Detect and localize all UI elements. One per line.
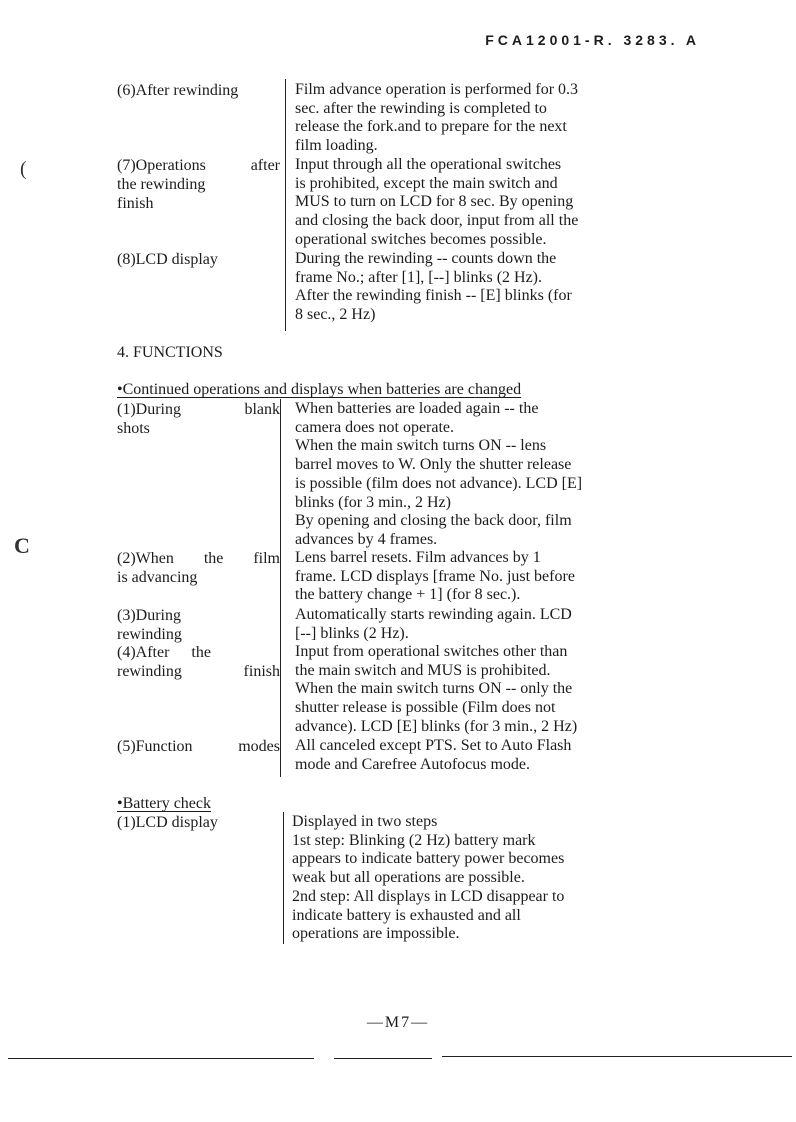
text-line: Automatically starts rewinding again. LCD — [295, 606, 572, 623]
row-text-film-advancing — [295, 549, 675, 605]
label-line: (1)LCD display — [117, 814, 218, 831]
label-line: (4)After the — [117, 644, 211, 661]
label-line: (6)After rewinding — [117, 82, 239, 99]
text-line: After the rewinding finish -- [E] blinks (for — [295, 287, 572, 305]
row-label-film-advancing — [117, 549, 280, 587]
text-line: sec. after the rewinding is completed to — [295, 99, 547, 117]
functions-heading: 4. FUNCTIONS — [117, 344, 223, 361]
page-number: —M7— — [366, 1014, 430, 1031]
text-line: blinks (for 3 min., 2 Hz) — [295, 493, 451, 511]
label-line: (3)During — [117, 607, 181, 624]
text-line: MUS to turn on LCD for 8 sec. By opening — [295, 193, 574, 211]
row-text-during-rewinding — [295, 606, 675, 643]
battery-check-title: •Battery check — [117, 795, 211, 812]
label-line: (7)Operations after — [117, 157, 280, 174]
text-line: weak but all operations are possible. — [292, 869, 525, 887]
text-line: and closing the back door, input from all the — [295, 212, 579, 230]
text-line: Film advance operation is performed for 0.3 — [295, 81, 579, 98]
text-line: When the main switch turns ON -- lens — [295, 437, 547, 455]
text-line: is possible (film does not advance). LCD [E] — [295, 474, 583, 492]
row-label-during-rewinding — [117, 606, 280, 644]
text-line: operations are impossible. — [292, 925, 460, 943]
row-label-operations-after-finish — [117, 156, 280, 213]
text-line: Displayed in two steps — [292, 813, 438, 830]
column-divider — [285, 79, 286, 331]
column-divider — [280, 399, 281, 777]
column-divider — [283, 812, 284, 944]
text-line: film loading. — [295, 137, 378, 155]
text-line: 8 sec., 2 Hz) — [295, 306, 376, 324]
footer-rule — [8, 1058, 314, 1059]
text-line: advance). LCD [E] blinks (for 3 min., 2 Hz) — [295, 717, 578, 735]
row-label-lcd-display — [117, 250, 280, 269]
row-text-after-rewinding — [295, 81, 675, 156]
text-line: the battery change + 1] (for 8 sec.). — [295, 586, 521, 604]
text-line: When batteries are loaded again -- the — [295, 400, 539, 417]
text-line: frame No.; after [1], [--] blinks (2 Hz). — [295, 268, 543, 286]
row-text-after-rewinding-finish — [295, 643, 675, 737]
row-text-operations-after-finish — [295, 156, 675, 250]
text-line: shutter release is possible (Film does not — [295, 699, 556, 717]
scan-mark-bracket: ( — [20, 158, 27, 180]
scan-mark-hole: C — [14, 533, 30, 558]
battery-change-title: •Continued operations and displays when batteries are changed — [117, 381, 522, 398]
text-line: When the main switch turns ON -- only the — [295, 680, 573, 698]
row-label-blank-shots — [117, 400, 280, 438]
text-line: camera does not operate. — [295, 418, 455, 436]
row-text-blank-shots — [295, 400, 675, 550]
text-line: advances by 4 frames. — [295, 530, 438, 548]
text-line: 2nd step: All displays in LCD disappear to — [292, 887, 565, 905]
label-line: finish — [117, 195, 154, 212]
row-text-lcd-display — [295, 250, 675, 325]
text-line: Input through all the operational switches — [295, 156, 562, 173]
label-line: the rewinding — [117, 176, 206, 193]
text-line: Input from operational switches other than — [295, 643, 568, 660]
row-label-after-rewinding — [117, 81, 280, 100]
text-line: frame. LCD displays [frame No. just before — [295, 567, 575, 585]
text-line: During the rewinding -- counts down the — [295, 250, 557, 267]
document-code: FCA12001-R. 3283. A — [485, 32, 700, 48]
label-line: rewinding — [117, 626, 182, 643]
text-line: By opening and closing the back door, film — [295, 512, 572, 530]
label-line: (8)LCD display — [117, 251, 218, 268]
label-line: shots — [117, 420, 150, 437]
text-line: operational switches becomes possible. — [295, 230, 547, 248]
text-line: the main switch and MUS is prohibited. — [295, 661, 551, 679]
row-label-function-modes — [117, 737, 280, 756]
label-line: is advancing — [117, 569, 198, 586]
row-text-battery-lcd-display — [292, 813, 672, 944]
text-line: is prohibited, except the main switch and — [295, 174, 558, 192]
text-line: [--] blinks (2 Hz). — [295, 624, 409, 642]
text-line: All canceled except PTS. Set to Auto Flash — [295, 737, 572, 754]
text-line: 1st step: Blinking (2 Hz) battery mark — [292, 831, 536, 849]
footer-rule — [334, 1058, 432, 1059]
label-line: (1)During blank — [117, 401, 280, 418]
text-line: indicate battery is exhausted and all — [292, 906, 521, 924]
text-line: barrel moves to W. Only the shutter release — [295, 456, 572, 474]
label-line: (2)When the film — [117, 550, 280, 567]
text-line: Lens barrel resets. Film advances by 1 — [295, 549, 541, 566]
row-text-function-modes — [295, 737, 675, 774]
text-line: release the fork.and to prepare for the next — [295, 118, 567, 136]
footer-rule — [442, 1056, 792, 1057]
row-label-after-rewinding-finish — [117, 643, 280, 681]
row-label-battery-lcd-display — [117, 813, 280, 832]
label-line: rewinding finish — [117, 663, 280, 680]
text-line: mode and Carefree Autofocus mode. — [295, 755, 531, 773]
text-line: appears to indicate battery power becomes — [292, 850, 565, 868]
label-line: (5)Function modes — [117, 738, 280, 755]
